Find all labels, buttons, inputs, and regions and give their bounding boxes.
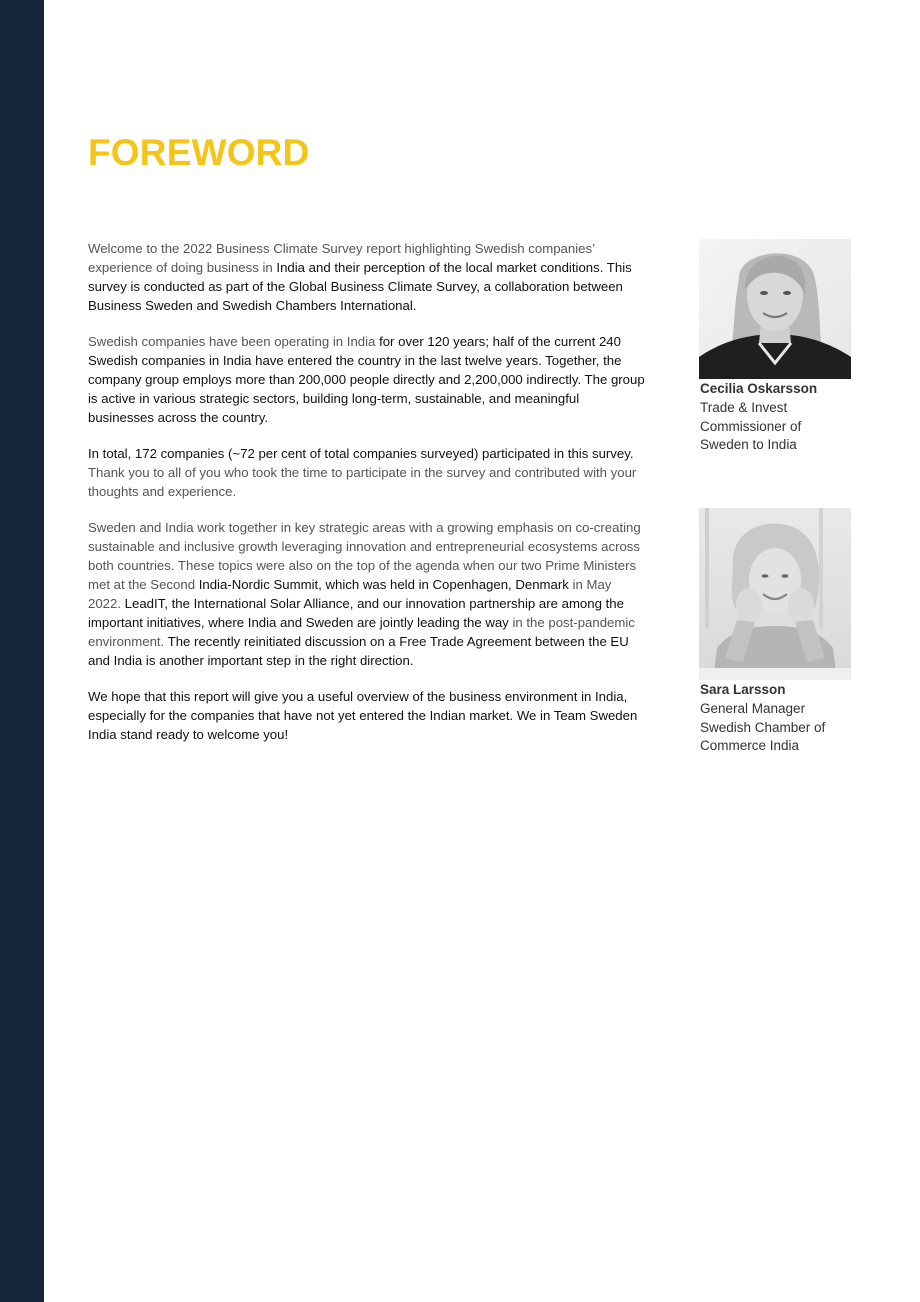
person-role-line: General Manager [700,700,806,716]
paragraph-history [88,333,648,428]
text-run: for over 120 years; half of the current 240 Swedish companies in India have entered the country in the last twelve years. Together, the company group employs more than 200,000 people directly and 2,200,000 indirectly. The group is active in various strategic sectors, building long-term, sustainable, and meaningful businesses across the country. [88,334,645,425]
text-run: The recently reinitiated discussion on a Free Trade Agreement between the EU and India is another important step in the right direction. [88,633,629,668]
text-run-muted: Thank you to all of you who took the time to participate in the survey and contributed with your thoughts and experience. [88,465,637,499]
paragraph-welcome [88,240,648,316]
paragraph-closing [88,688,648,745]
text-run: We hope that this report will give you a useful overview of the business environment in India, especially for the companies that have not yet entered the Indian market. We in Team Sweden India stand ready to welcome you! [88,689,638,742]
person-role-line: Commerce India [700,738,800,754]
person-name: Sara Larsson [700,682,786,697]
person-role-line: Commissioner of [700,418,802,434]
person-name: Cecilia Oskarsson [700,381,818,396]
paragraph-cooperation [88,519,648,670]
page-title: FOREWORD [88,132,310,173]
text-run: LeadIT, the International Solar Alliance, and our innovation partnership are among the important initiatives, where India and Sweden are jointly leading the way [88,596,624,630]
text-run-muted: in May 2022. [88,577,612,611]
sidebar-accent-band [0,0,44,1302]
caption-sara-larsson [700,681,850,756]
portrait-cecilia-oskarsson [699,239,851,379]
person-role-line: Trade & Invest [700,399,788,415]
foreword-body [88,240,648,762]
portrait-sara-larsson [699,508,851,680]
caption-cecilia-oskarsson [700,380,850,455]
text-run: In total, 172 companies (~72 per cent of total companies surveyed) participated in this survey. [88,446,634,462]
text-run-muted: Welcome to the 2022 Business Climate Survey report highlighting Swedish companies’ experience of doing business in [88,241,595,275]
text-run-muted: Sweden and India work together in key strategic areas with a growing emphasis on co-creating sustainable and inclusive growth leveraging innovation and entrepreneurial ecosystems across both countries. These topics were also on the top of the agenda when our two Prime Ministers met at the Second [88,520,641,593]
text-run-muted: in the post-pandemic environment. [88,614,635,649]
person-role-line: Sweden to India [700,437,797,453]
text-run: India-Nordic Summit, which was held in Copenhagen, Denmark [198,577,573,593]
text-run: India and their perception of the local market conditions. This survey is conducted as part of the Global Business Climate Survey, a collaboration between Business Sweden and Swedish Chambers International. [88,259,632,313]
text-run-muted: Swedish companies have been operating in India [88,334,380,350]
person-role-line: Swedish Chamber of [700,719,826,735]
paragraph-participation [88,445,648,502]
